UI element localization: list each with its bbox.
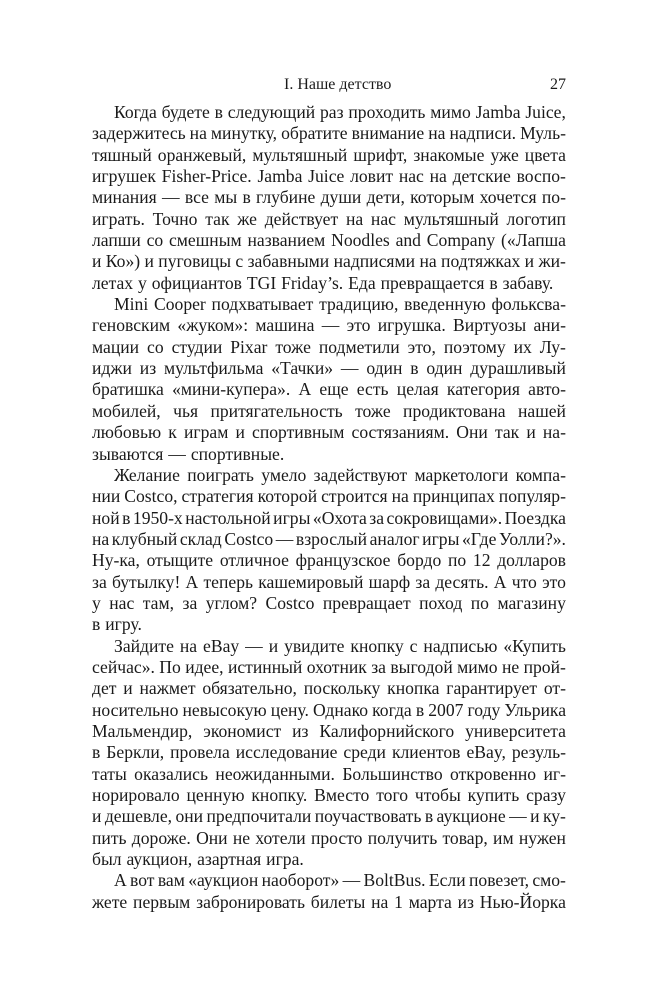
text-line: в игру. [92,614,142,635]
text-line: был аукцион, азартная игра. [92,849,304,870]
text-line: братишка «мини-купера». А еще есть целая категория авто- [92,379,566,400]
page-number: 27 [550,76,566,93]
chapter-title: I. Наше детство [284,76,392,93]
text-line: Ну-ка, отыщите отличное французское бордо по 12 долларов [92,550,566,571]
text-line: таты оказались неожиданными. Большинство откровенно иг- [92,763,566,784]
text-line: нии Costco, стратегия которой строится на принципах популяр- [92,486,566,507]
page-body [92,102,566,913]
text-line: задержитесь на минутку, обратите внимание на надписи. Муль- [92,123,566,144]
text-line: играть. Точно так же действует на нас мультяшный логотип [92,208,566,229]
text-line: норировало ценную кнопку. Вместо того чтобы купить сразу [92,785,566,805]
text-line: зываются — спортивные. [92,443,285,464]
text-line: и дешевле, они предпочитали поучаствовать в аукционе — и ку- [92,806,566,827]
text-line: Mini Cooper подхватывает традицию, введенную фольксва- [114,294,566,315]
text-line: у нас там, за углом? Costco превращает поход по магазину [92,592,566,613]
text-line: за бутылку! А теперь кашемировый шарф за десять. А что это [92,571,566,592]
text-line: Зайдите на eBay — и увидите кнопку с надписью «Купить [114,635,566,656]
text-line: игрушек Fisher-Price. Jamba Juice ловит нас на детские воспо- [92,166,566,187]
text-line: А вот вам «аукцион наоборот» — BoltBus. Если повезет, смо- [114,870,566,891]
text-line: лапши со смешным названием Noodles and Company («Лапша [92,230,566,251]
text-line: дет и нажмет обязательно, поскольку кнопка гарантирует от- [92,678,566,699]
text-line: Когда будете в следующий раз проходить мимо Jamba Juice, [114,102,566,122]
text-line: сейчас». По идее, истинный охотник за выгодой мимо не прой- [92,656,566,677]
text-line: Мальмендир, экономист из Калифорнийского университета [92,720,566,741]
text-line: носительно невысокую цену. Однако когда в 2007 году Ульрика [92,699,566,720]
text-line: мобилей, чья притягательность тоже продиктована нашей [92,400,566,421]
text-line: любовью к играм и спортивным состязаниям. Они так и на- [92,422,566,443]
text-line: ной в 1950-х настольной игры «Охота за сокровищами». Поездка [92,507,566,528]
text-line: мации со студии Pixar тоже подметили это, поэтому их Лу- [92,336,566,357]
text-line: иджи из мультфильма «Тачки» — один в один дурашливый [92,358,566,379]
running-header [92,73,566,97]
text-line: на клубный склад Costco — взрослый аналог игры «Где Уолли?». [92,528,566,549]
text-line: Желание поиграть умело задействуют маркетологи компа- [114,464,566,485]
text-line: минания — все мы в глубине души дети, которым хочется по- [92,187,566,208]
text-line: в Беркли, провела исследование среди клиентов eBay, резуль- [92,742,566,763]
text-line: летах у официантов TGI Friday’s. Еда превращается в забаву. [92,272,554,293]
text-line: геновским «жуком»: машина — это игрушка. Виртуозы ани- [92,315,566,336]
text-line: жете первым забронировать билеты на 1 марта из Нью-Йорка [92,891,566,912]
text-line: пить дороже. Они не хотели просто получить товар, им нужен [92,827,566,848]
text-line: тяшный оранжевый, мультяшный шрифт, знакомые уже цвета [92,144,566,165]
text-line: и Ко») и пуговицы с забавными надписями на подтяжках и жи- [92,251,566,272]
